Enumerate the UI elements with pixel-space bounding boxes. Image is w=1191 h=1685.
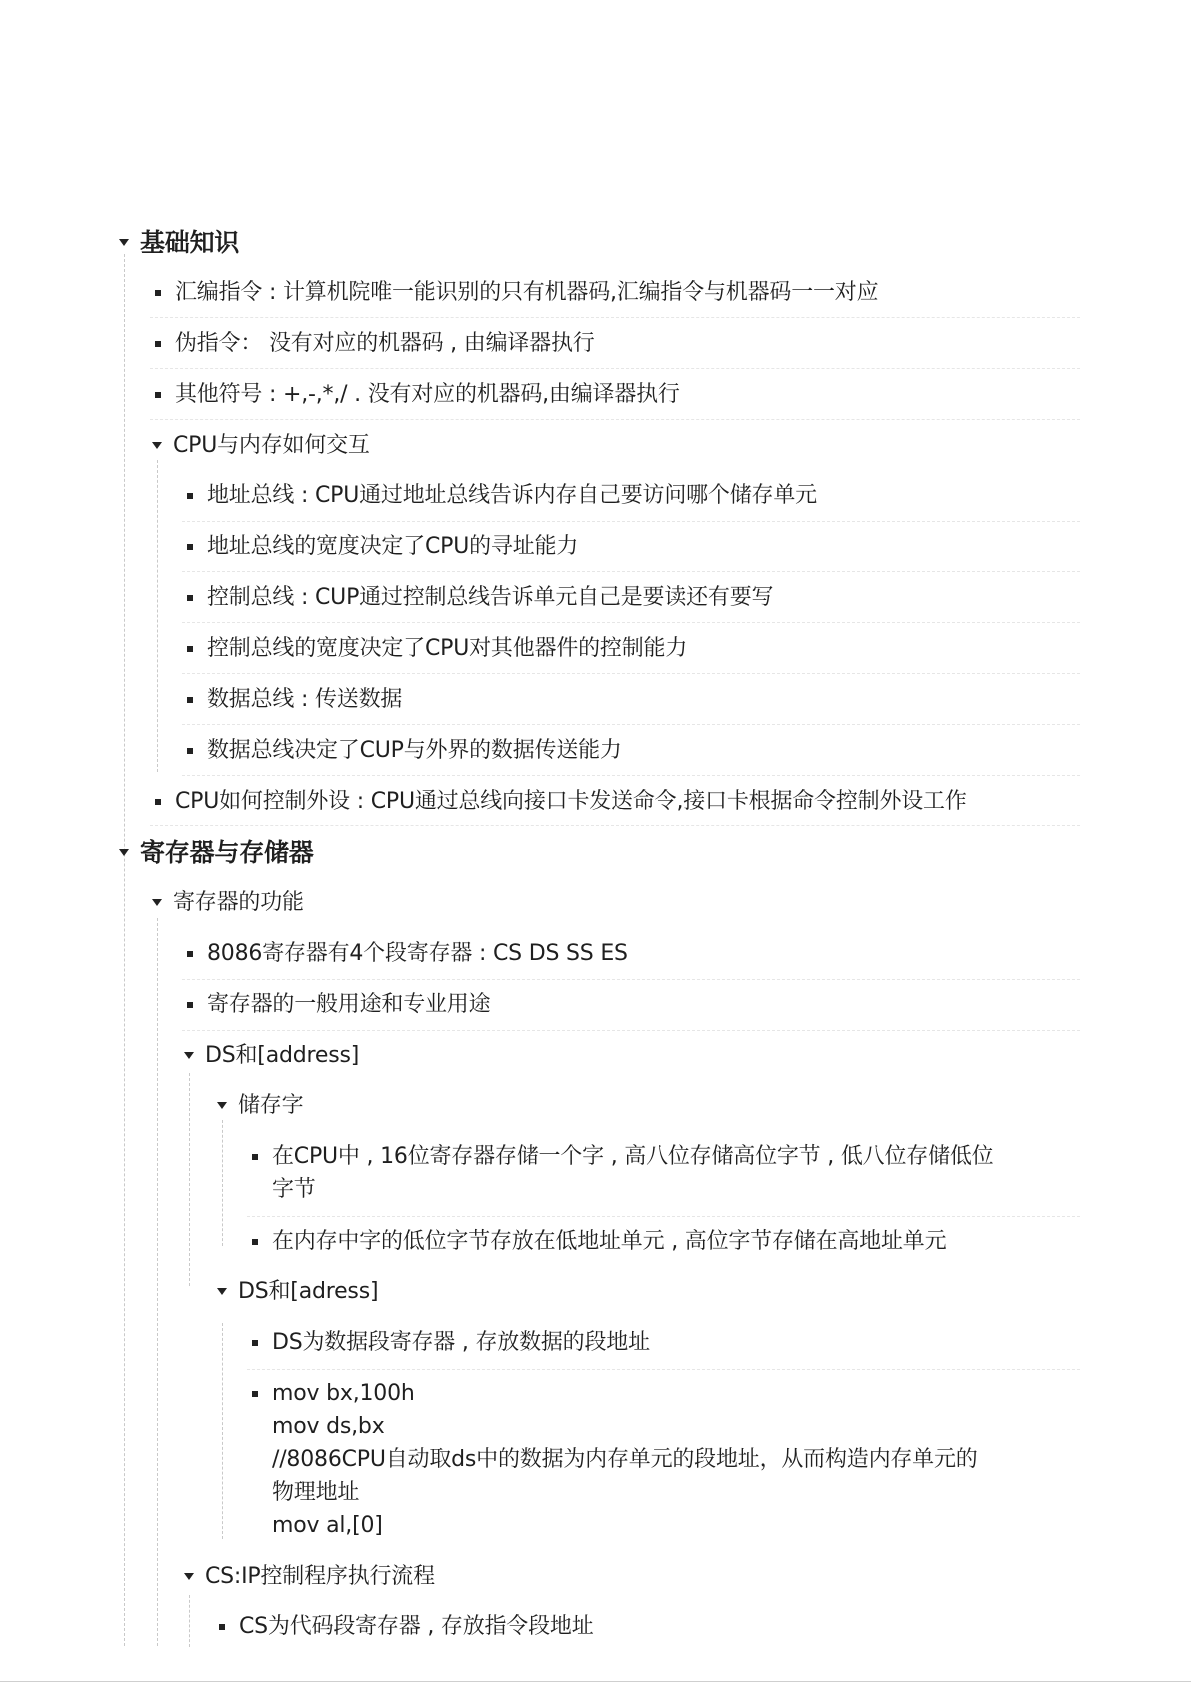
row-separator [150, 317, 1080, 318]
row-separator [247, 1216, 1080, 1217]
indent-guide [189, 1595, 190, 1647]
outline-node-register-functions[interactable] [152, 886, 304, 919]
collapse-toggle-icon[interactable] [184, 1573, 194, 1580]
item-text: 汇编指令 : 计算机院唯一能识别的只有机器码,汇编指令与机器码一一对应 [175, 280, 879, 305]
indent-guide [157, 460, 158, 772]
collapse-toggle-icon[interactable] [152, 899, 162, 906]
item-text: 地址总线的宽度决定了CPU的寻址能力 [207, 534, 579, 559]
bullet-icon [187, 544, 193, 550]
code-line: mov bx,100h [272, 1381, 415, 1406]
item-text: 伪指令： 没有对应的机器码 , 由编译器执行 [175, 331, 595, 356]
indent-guide [157, 918, 158, 1646]
list-item [187, 479, 817, 512]
outline-node-cs-ip[interactable] [184, 1560, 435, 1593]
list-item [187, 581, 773, 614]
list-item [187, 632, 687, 665]
outline-node-cpu-memory[interactable] [152, 429, 370, 462]
list-item [252, 1140, 993, 1206]
list-item [155, 785, 967, 818]
row-separator [182, 775, 1080, 776]
list-item [252, 1326, 650, 1359]
row-separator [150, 368, 1080, 369]
list-item [219, 1610, 594, 1643]
bullet-icon [187, 1002, 193, 1008]
list-item [155, 327, 595, 360]
bullet-icon [252, 1239, 258, 1245]
item-text: DS为数据段寄存器 , 存放数据的段地址 [272, 1330, 650, 1355]
bullet-icon [187, 748, 193, 754]
indent-guide [189, 1073, 190, 1286]
text-line: 在CPU中 , 16位寄存器存储一个字 , 高八位存储高位字节 , 低八位存储低位 [272, 1144, 994, 1169]
row-separator [247, 1369, 1080, 1370]
row-separator [182, 724, 1080, 725]
code-line: mov al,[0] [272, 1513, 383, 1538]
list-item [187, 988, 490, 1021]
item-text: 控制总线的宽度决定了CPU对其他器件的控制能力 [207, 636, 688, 661]
list-item [187, 530, 578, 563]
item-text: 地址总线 : CPU通过地址总线告诉内存自己要访问哪个储存单元 [207, 483, 817, 508]
collapse-toggle-icon[interactable] [152, 442, 162, 449]
code-line: 物理地址 [272, 1480, 360, 1505]
heading-text: 基础知识 [140, 228, 240, 257]
list-item [252, 1225, 946, 1258]
indent-guide [222, 1323, 223, 1539]
collapse-toggle-icon[interactable] [184, 1052, 194, 1059]
node-title: CS:IP控制程序执行流程 [205, 1564, 435, 1589]
row-separator [182, 1030, 1080, 1031]
item-text: 寄存器的一般用途和专业用途 [207, 992, 491, 1017]
bullet-icon [187, 646, 193, 652]
row-separator [182, 622, 1080, 623]
code-block [272, 1377, 978, 1542]
collapse-toggle-icon[interactable] [119, 239, 129, 246]
item-text: 数据总线决定了CUP与外界的数据传送能力 [207, 738, 622, 763]
list-item [187, 937, 628, 970]
bullet-icon [155, 392, 161, 398]
indent-guide [222, 1120, 223, 1246]
list-item [155, 276, 878, 309]
row-separator [182, 521, 1080, 522]
bullet-icon [252, 1154, 258, 1160]
bullet-icon [155, 290, 161, 296]
bullet-icon [187, 951, 193, 957]
code-line: mov ds,bx [272, 1414, 385, 1439]
row-separator [150, 419, 1080, 420]
item-text [272, 1140, 993, 1206]
bullet-icon [187, 697, 193, 703]
outline-node-ds-address[interactable] [184, 1039, 359, 1072]
bullet-icon [187, 595, 193, 601]
node-title: 储存字 [238, 1093, 304, 1118]
node-title: DS和[adress] [238, 1279, 379, 1304]
page-bottom-rule [0, 1681, 1191, 1682]
code-line: //8086CPU自动取ds中的数据为内存单元的段地址，从而构造内存单元的 [272, 1447, 978, 1472]
indent-guide [124, 254, 125, 1646]
item-text: 数据总线 : 传送数据 [207, 687, 403, 712]
row-separator [150, 825, 1080, 826]
collapse-toggle-icon[interactable] [217, 1288, 227, 1295]
text-line: 字节 [272, 1177, 316, 1202]
row-separator [182, 979, 1080, 980]
node-title: CPU与内存如何交互 [173, 433, 370, 458]
node-title: DS和[address] [205, 1043, 360, 1068]
item-text: 控制总线 : CUP通过控制总线告诉单元自己是要读还有要写 [207, 585, 774, 610]
list-item [187, 683, 402, 716]
item-text: CPU如何控制外设 : CPU通过总线向接口卡发送命令,接口卡根据命令控制外设工作 [175, 789, 967, 814]
list-item-code [252, 1377, 978, 1542]
list-item [155, 378, 680, 411]
bullet-icon [155, 341, 161, 347]
outline-node-storage-word[interactable] [217, 1089, 303, 1122]
row-separator [182, 571, 1080, 572]
item-text: 在内存中字的低位字节存放在低地址单元 , 高位字节存储在高地址单元 [272, 1229, 947, 1254]
outline-heading-basics[interactable] [119, 226, 239, 259]
row-separator [182, 673, 1080, 674]
outline-node-ds-adress[interactable] [217, 1275, 378, 1308]
item-text: 8086寄存器有4个段寄存器 : CS DS SS ES [207, 941, 628, 966]
item-text: CS为代码段寄存器 , 存放指令段地址 [239, 1614, 594, 1639]
item-text: 其他符号 : +,-,*,/ . 没有对应的机器码,由编译器执行 [175, 382, 680, 407]
bullet-icon [155, 799, 161, 805]
bullet-icon [252, 1340, 258, 1346]
heading-text: 寄存器与存储器 [140, 838, 314, 867]
collapse-toggle-icon[interactable] [119, 849, 129, 856]
bullet-icon [219, 1624, 225, 1630]
node-title: 寄存器的功能 [173, 890, 304, 915]
collapse-toggle-icon[interactable] [217, 1102, 227, 1109]
bullet-icon [252, 1391, 258, 1397]
list-item [187, 734, 622, 767]
bullet-icon [187, 493, 193, 499]
outline-heading-registers[interactable] [119, 836, 314, 869]
